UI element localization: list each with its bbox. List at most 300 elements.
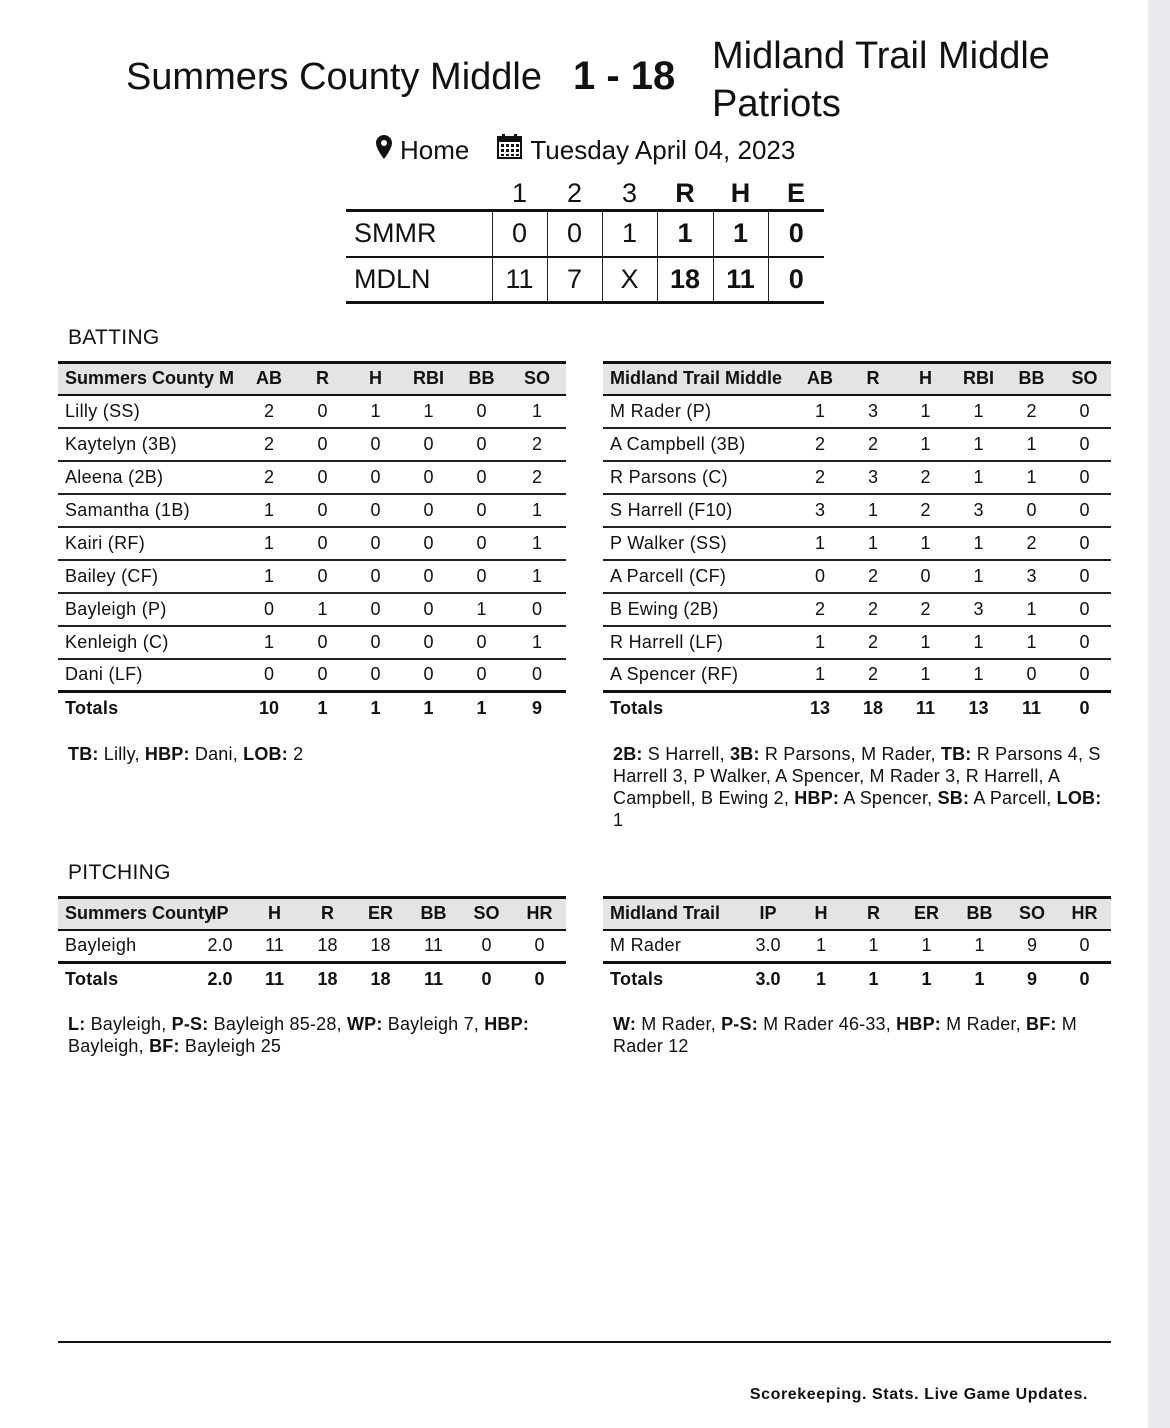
pitching-notes-away: [68, 1013, 568, 1057]
player-name: Bailey (CF): [58, 560, 242, 593]
stat-value: 3: [847, 395, 899, 428]
errors-total: 0: [768, 211, 824, 257]
errors-header: E: [786, 178, 805, 208]
stat-value: 1: [899, 626, 952, 659]
stat-value: 0: [349, 593, 402, 626]
totals-value: 18: [862, 698, 884, 719]
stat-column-header: BB: [468, 368, 495, 389]
stat-column-header: H: [369, 368, 382, 389]
stat-value: 0: [1058, 560, 1111, 593]
footer-divider: [58, 1341, 1111, 1343]
batter-row: [603, 659, 1111, 692]
team-column-header: Summers County M: [65, 368, 235, 389]
note-text: Bayleigh,: [85, 1014, 172, 1034]
team-column-header: Midland Trail: [610, 903, 721, 924]
totals-value: 1: [370, 698, 381, 719]
stat-value: 0: [1058, 527, 1111, 560]
totals-value: 0: [534, 969, 545, 990]
stat-column-header: HR: [526, 903, 553, 924]
pitching-notes-home: [613, 1013, 1113, 1057]
stat-column-header: H: [814, 903, 828, 924]
pitcher-row: [58, 930, 566, 963]
player-name: S Harrell (F10): [603, 494, 793, 527]
stat-value: 0: [349, 626, 402, 659]
stat-value: 1: [899, 395, 952, 428]
stat-value: 2: [793, 428, 847, 461]
stat-column-header: ER: [913, 903, 939, 924]
stat-value: 0: [349, 527, 402, 560]
stat-column-header: BB: [420, 903, 447, 924]
stat-value: 0: [296, 527, 349, 560]
stat-value: 2: [847, 626, 899, 659]
pitcher-row: [603, 930, 1111, 963]
stat-value: 1: [795, 930, 847, 963]
inning-header: 1: [511, 178, 528, 208]
stat-value: 2: [1005, 527, 1058, 560]
note-text: R Parsons, M Rader,: [759, 744, 941, 764]
stat-column-header: SO: [523, 368, 550, 389]
stat-value: 0: [349, 659, 402, 692]
stat-value: 2: [242, 395, 296, 428]
stat-value: 0: [508, 593, 566, 626]
inning-header: 3: [621, 178, 638, 208]
player-name: P Walker (SS): [603, 527, 793, 560]
player-name: R Parsons (C): [603, 461, 793, 494]
batter-row: [603, 494, 1111, 527]
note-label: LOB:: [1056, 788, 1102, 808]
note-label: P-S:: [721, 1014, 758, 1034]
inning-score: 7: [547, 257, 602, 303]
player-name: Lilly (SS): [58, 395, 242, 428]
stat-column-header: BB: [966, 903, 993, 924]
stat-value: 0: [402, 428, 455, 461]
inning-score: X: [602, 257, 657, 303]
stat-value: 3: [952, 593, 1005, 626]
player-name: Kaytelyn (3B): [58, 428, 242, 461]
note-label: HBP:: [896, 1014, 941, 1034]
stat-column-header: IP: [759, 903, 777, 924]
stat-value: 0: [296, 494, 349, 527]
stat-value: 2: [793, 593, 847, 626]
stat-value: 3: [793, 494, 847, 527]
player-name: M Rader: [603, 930, 741, 963]
stat-value: 2: [899, 593, 952, 626]
batter-row: [58, 428, 566, 461]
note-text: M Rader,: [636, 1014, 722, 1034]
hits-header: H: [730, 178, 751, 208]
note-label: TB:: [940, 744, 972, 764]
game-location: Home: [400, 134, 470, 165]
stats-header-row: [603, 363, 1111, 395]
away-team-name: Summers County Middle: [125, 56, 542, 98]
stat-value: 1: [455, 593, 508, 626]
stat-value: 1: [508, 560, 566, 593]
totals-value: 9: [531, 698, 542, 719]
stat-value: 1: [508, 527, 566, 560]
totals-value: 1: [423, 698, 434, 719]
stat-value: 1: [402, 395, 455, 428]
linescore-table: [346, 178, 824, 304]
totals-value: 11: [915, 698, 936, 719]
runs-total: 18: [657, 257, 713, 303]
stat-value: 0: [242, 659, 296, 692]
stat-value: 0: [455, 428, 508, 461]
stat-value: 0: [402, 527, 455, 560]
stat-value: 3: [847, 461, 899, 494]
stat-value: 11: [407, 930, 460, 963]
stat-value: 3.0: [741, 930, 795, 963]
stat-column-header: R: [866, 368, 880, 389]
stat-value: 1: [508, 395, 566, 428]
stat-value: 1: [847, 527, 899, 560]
stat-value: 2: [508, 428, 566, 461]
stat-column-header: H: [268, 903, 281, 924]
stat-value: 1: [899, 527, 952, 560]
note-label: WP:: [346, 1014, 383, 1034]
stat-value: 0: [402, 593, 455, 626]
stat-column-header: RBI: [963, 368, 994, 389]
stats-header-row: [58, 363, 566, 395]
note-text: M Rader 46-33,: [757, 1014, 897, 1034]
stat-column-header: R: [867, 903, 880, 924]
player-name: Kenleigh (C): [58, 626, 242, 659]
note-label: W:: [613, 1014, 637, 1034]
stat-column-header: AB: [807, 368, 833, 389]
stat-value: 9: [1006, 930, 1058, 963]
note-label: BF:: [149, 1036, 180, 1056]
stat-value: 0: [349, 494, 402, 527]
linescore-row-home: [346, 257, 824, 303]
totals-value: 0: [1079, 969, 1090, 990]
totals-label: Totals: [610, 969, 664, 990]
totals-value: 18: [317, 969, 338, 990]
pitching-table-home: [603, 896, 1111, 996]
stat-value: 1: [952, 395, 1005, 428]
totals-value: 0: [481, 969, 492, 990]
player-name: R Harrell (LF): [603, 626, 793, 659]
stats-header-row: [58, 898, 566, 930]
stat-value: 1: [508, 494, 566, 527]
totals-value: 1: [476, 698, 487, 719]
note-text: M Rader,: [940, 1014, 1027, 1034]
stat-value: 0: [1058, 461, 1111, 494]
stat-value: 2: [847, 428, 899, 461]
totals-value: 13: [809, 698, 831, 719]
team-abbr: MDLN: [354, 263, 431, 294]
note-text: Bayleigh,: [68, 1014, 535, 1056]
note-text: S Harrell,: [642, 744, 731, 764]
batter-row: [58, 494, 566, 527]
stat-value: 1: [1005, 593, 1058, 626]
stat-value: 1: [952, 428, 1005, 461]
note-label: BF:: [1026, 1014, 1057, 1034]
stat-value: 0: [455, 527, 508, 560]
stat-value: 0: [1058, 930, 1111, 963]
batter-row: [603, 626, 1111, 659]
totals-value: 1: [868, 969, 879, 990]
totals-label: Totals: [65, 698, 119, 719]
totals-value: 9: [1026, 969, 1037, 990]
map-pin-icon: [376, 135, 392, 166]
home-team-name: Midland Trail Middle Patriots: [712, 35, 1050, 125]
stat-value: 0: [296, 428, 349, 461]
runs-total: 1: [657, 211, 713, 257]
linescore-row-away: [346, 211, 824, 257]
note-text: M Rader 12: [613, 1014, 1083, 1056]
stat-column-header: HR: [1071, 903, 1098, 924]
totals-label: Totals: [610, 698, 664, 719]
note-text: 2: [287, 744, 304, 764]
batter-row: [603, 560, 1111, 593]
stat-value: 0: [455, 560, 508, 593]
stat-value: 1: [793, 626, 847, 659]
stat-value: 0: [899, 560, 952, 593]
stat-value: 0: [1005, 659, 1058, 692]
batting-table-home: [603, 361, 1111, 725]
batter-row: [58, 527, 566, 560]
note-text: Lilly,: [98, 744, 145, 764]
stat-value: 2: [508, 461, 566, 494]
hits-total: 1: [713, 211, 768, 257]
team-column-header: Midland Trail Middle: [610, 368, 783, 389]
player-name: A Campbell (3B): [603, 428, 793, 461]
note-label: L:: [68, 1014, 86, 1034]
stat-column-header: AB: [256, 368, 282, 389]
note-text: 1: [613, 788, 1107, 830]
stat-value: 0: [1005, 494, 1058, 527]
stat-value: 1: [242, 494, 296, 527]
stat-value: 3: [952, 494, 1005, 527]
stat-column-header: SO: [1018, 903, 1045, 924]
stat-value: 0: [296, 461, 349, 494]
note-text: R Parsons 4, S Harrell 3, P Walker, A Spencer, M Rader 3, R Harrell, A Campbell, B Ewing 2,: [613, 744, 1106, 808]
stat-column-header: BB: [1018, 368, 1045, 389]
game-date: Tuesday April 04, 2023: [530, 134, 796, 165]
totals-row: [58, 692, 566, 725]
batter-row: [58, 461, 566, 494]
stat-value: 0: [455, 395, 508, 428]
batter-row: [603, 395, 1111, 428]
stat-value: 0: [242, 593, 296, 626]
game-meta: [376, 133, 795, 167]
batter-row: [603, 527, 1111, 560]
stat-value: 1: [953, 930, 1006, 963]
stat-value: 1: [793, 659, 847, 692]
stat-value: 11: [248, 930, 301, 963]
stat-value: 1: [899, 428, 952, 461]
batter-row: [58, 593, 566, 626]
final-score: 1 - 18: [573, 54, 676, 98]
inning-score: 1: [602, 211, 657, 257]
batter-row: [603, 593, 1111, 626]
note-label: P-S:: [171, 1014, 209, 1034]
stat-value: 2: [242, 428, 296, 461]
stat-value: 1: [296, 593, 349, 626]
batting-section-title: BATTING: [68, 326, 160, 349]
totals-label: Totals: [65, 969, 119, 990]
stat-value: 1: [1005, 626, 1058, 659]
stat-value: 2: [847, 593, 899, 626]
stat-value: 0: [455, 494, 508, 527]
stat-column-header: R: [316, 368, 329, 389]
stat-value: 1: [793, 527, 847, 560]
totals-value: 1: [974, 969, 985, 990]
note-text: A Spencer,: [839, 788, 938, 808]
player-name: M Rader (P): [603, 395, 793, 428]
stat-column-header: R: [321, 903, 334, 924]
stat-value: 0: [455, 626, 508, 659]
stat-value: 0: [402, 659, 455, 692]
stat-value: 0: [349, 560, 402, 593]
batting-notes-away: [68, 743, 558, 765]
player-name: Bayleigh: [58, 930, 192, 963]
stat-value: 2: [242, 461, 296, 494]
totals-row: [58, 963, 566, 996]
player-name: Kairi (RF): [58, 527, 242, 560]
note-label: HBP:: [794, 788, 840, 808]
stat-column-header: RBI: [413, 368, 444, 389]
errors-total: 0: [768, 257, 824, 303]
stat-value: 2: [847, 560, 899, 593]
stat-value: 0: [513, 930, 566, 963]
stat-value: 0: [1058, 395, 1111, 428]
stat-value: 2.0: [192, 930, 248, 963]
batter-row: [58, 626, 566, 659]
note-text: A Parcell,: [969, 788, 1057, 808]
note-label: 3B:: [730, 744, 760, 764]
stat-value: 1: [952, 461, 1005, 494]
note-label: HBP:: [144, 744, 190, 764]
stat-value: 1: [900, 930, 953, 963]
stat-value: 1: [349, 395, 402, 428]
pitching-table-away: [58, 896, 566, 996]
stat-value: 0: [1058, 593, 1111, 626]
team-column-header: Summers County: [65, 903, 215, 924]
stats-header-row: [603, 898, 1111, 930]
totals-value: 0: [1079, 698, 1090, 719]
stat-value: 2: [847, 659, 899, 692]
inning-score: 0: [492, 211, 547, 257]
stat-value: 1: [793, 395, 847, 428]
linescore-header: [346, 178, 824, 211]
stat-value: 0: [296, 560, 349, 593]
stat-value: 0: [296, 395, 349, 428]
team-abbr: SMMR: [354, 218, 437, 249]
stat-column-header: ER: [367, 903, 393, 924]
stat-value: 1: [242, 626, 296, 659]
stat-value: 0: [1058, 659, 1111, 692]
stat-value: 0: [508, 659, 566, 692]
stat-value: 1: [847, 494, 899, 527]
batter-row: [58, 395, 566, 428]
totals-row: [603, 692, 1111, 725]
stat-value: 1: [847, 930, 900, 963]
stat-value: 3: [1005, 560, 1058, 593]
note-text: Bayleigh 25: [179, 1036, 282, 1056]
inning-score: 11: [492, 257, 547, 303]
stat-value: 1: [242, 527, 296, 560]
score-header: [0, 30, 1148, 130]
note-label: SB:: [937, 788, 970, 808]
stat-value: 1: [952, 659, 1005, 692]
totals-row: [603, 963, 1111, 996]
stat-value: 2: [899, 494, 952, 527]
totals-value: 10: [258, 698, 280, 719]
note-text: Dani,: [189, 744, 244, 764]
totals-value: 1: [921, 969, 932, 990]
player-name: A Parcell (CF): [603, 560, 793, 593]
stat-value: 1: [899, 659, 952, 692]
stat-value: 1: [508, 626, 566, 659]
totals-value: 1: [815, 969, 826, 990]
stat-value: 0: [402, 461, 455, 494]
stat-value: 0: [296, 659, 349, 692]
stat-value: 2: [899, 461, 952, 494]
stat-column-header: SO: [1071, 368, 1098, 389]
stat-value: 0: [402, 494, 455, 527]
player-name: Aleena (2B): [58, 461, 242, 494]
stat-value: 0: [349, 428, 402, 461]
stat-value: 0: [349, 461, 402, 494]
player-name: Bayleigh (P): [58, 593, 242, 626]
batting-notes-home: [613, 743, 1113, 831]
inning-header: 2: [566, 178, 583, 208]
hits-total: 11: [713, 257, 768, 303]
batter-row: [603, 461, 1111, 494]
stat-value: 2: [793, 461, 847, 494]
totals-value: 1: [317, 698, 328, 719]
totals-value: 11: [264, 969, 285, 990]
stat-value: 0: [455, 659, 508, 692]
note-label: TB:: [68, 744, 99, 764]
stat-value: 0: [1058, 626, 1111, 659]
player-name: Samantha (1B): [58, 494, 242, 527]
totals-value: 11: [1021, 698, 1042, 719]
stat-value: 0: [460, 930, 513, 963]
note-text: Bayleigh 85-28,: [208, 1014, 347, 1034]
note-label: LOB:: [243, 744, 288, 764]
calendar-icon: [497, 134, 522, 166]
stat-value: 1: [242, 560, 296, 593]
footer-tagline: Scorekeeping. Stats. Live Game Updates.: [749, 1386, 1088, 1403]
batter-row: [603, 428, 1111, 461]
batter-row: [58, 659, 566, 692]
stat-value: 1: [1005, 461, 1058, 494]
batting-table-away: [58, 361, 566, 725]
stat-column-header: IP: [211, 903, 229, 924]
note-text: Bayleigh 7,: [382, 1014, 485, 1034]
stat-value: 2: [1005, 395, 1058, 428]
stat-value: 0: [1058, 428, 1111, 461]
stat-value: 0: [793, 560, 847, 593]
totals-value: 2.0: [207, 969, 233, 990]
stat-value: 0: [1058, 494, 1111, 527]
totals-value: 3.0: [755, 969, 781, 990]
stat-value: 1: [1005, 428, 1058, 461]
stat-value: 18: [301, 930, 354, 963]
player-name: Dani (LF): [58, 659, 242, 692]
stat-value: 1: [952, 560, 1005, 593]
inning-score: 0: [547, 211, 602, 257]
player-name: A Spencer (RF): [603, 659, 793, 692]
pitching-section-title: PITCHING: [68, 861, 171, 884]
stat-value: 0: [296, 626, 349, 659]
totals-value: 11: [423, 969, 444, 990]
stat-value: 0: [455, 461, 508, 494]
player-name: B Ewing (2B): [603, 593, 793, 626]
stat-value: 1: [952, 527, 1005, 560]
note-label: HBP:: [484, 1014, 530, 1034]
